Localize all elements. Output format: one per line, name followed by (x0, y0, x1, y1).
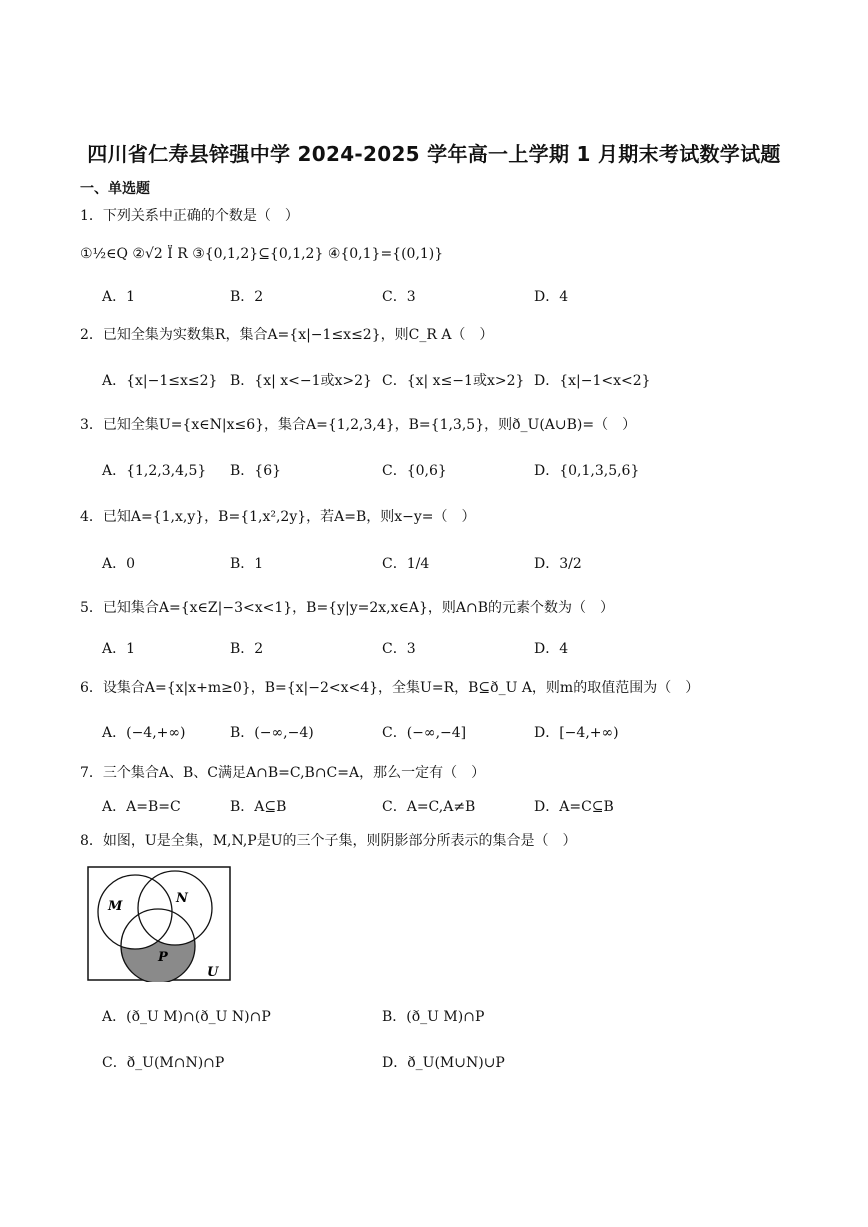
q2-option-d: D．{x|−1<x<2} (534, 373, 651, 389)
q7-option-c: C．A=C,A≠B (382, 799, 476, 815)
q1-option-a: A．1 (102, 289, 136, 305)
q2-option-c: C．{x| x≤−1或x>2} (382, 373, 525, 389)
page-title: 四川省仁寿县锌强中学 2024-2025 学年高一上学期 1 月期末考试数学试题 (87, 142, 781, 166)
label-u: U (207, 965, 219, 980)
q1-option-d: D．4 (534, 289, 569, 305)
q3-option-c: C．{0,6} (382, 463, 447, 479)
q7-option-b: B．A⊆B (230, 799, 287, 815)
question-1-stem: 1．下列关系中正确的个数是（ ） (80, 208, 299, 224)
q8-option-b: B．(ð_U M)∩P (382, 1009, 485, 1025)
venn-diagram (87, 866, 231, 982)
q2-option-a: A．{x|−1≤x≤2} (102, 373, 218, 389)
q8-option-d: D．ð_U(M∪N)∪P (382, 1055, 505, 1071)
label-p: P (158, 950, 168, 965)
q5-option-d: D．4 (534, 641, 569, 657)
q6-option-b: B．(−∞,−4) (230, 725, 314, 741)
q5-option-c: C．3 (382, 641, 416, 657)
q6-option-c: C．(−∞,−4] (382, 725, 467, 741)
q3-option-a: A．{1,2,3,4,5} (102, 463, 207, 479)
q5-option-b: B．2 (230, 641, 264, 657)
q7-option-a: A．A=B=C (102, 799, 181, 815)
label-n: N (176, 891, 188, 906)
q5-option-a: A．1 (102, 641, 136, 657)
q4-option-a: A．0 (102, 556, 136, 572)
q4-option-c: C．1/4 (382, 556, 430, 572)
q1-option-c: C．3 (382, 289, 416, 305)
q3-option-b: B．{6} (230, 463, 282, 479)
q1-option-b: B．2 (230, 289, 264, 305)
question-6-stem: 6．设集合A={x|x+m≥0}，B={x|−2<x<4}，全集U=R，B⊆ð_U A，则m的取值范围为（ ） (80, 680, 700, 696)
question-8-stem: 8．如图，U是全集，M,N,P是U的三个子集，则阴影部分所表示的集合是（ ） (80, 833, 577, 849)
q4-option-b: B．1 (230, 556, 264, 572)
q6-option-d: D．[−4,+∞) (534, 725, 619, 741)
question-5-stem: 5．已知集合A={x∈Z|−3<x<1}，B={y|y=2x,x∈A}，则A∩B的元素个数为（ ） (80, 600, 615, 616)
q3-option-d: D．{0,1,3,5,6} (534, 463, 640, 479)
question-3-stem: 3．已知全集U={x∈N|x≤6}，集合A={1,2,3,4}，B={1,3,5}，则ð_U(A∪B)=（ ） (80, 417, 637, 433)
question-1-statements: ①½∈Q ②√2 Ï R ③{0,1,2}⊆{0,1,2} ④{0,1}={(0,1)} (80, 246, 444, 262)
q2-option-b: B．{x| x<−1或x>2} (230, 373, 372, 389)
section-heading: 一、单选题 (80, 181, 150, 197)
q4-option-d: D．3/2 (534, 556, 582, 572)
q8-option-c: C．ð_U(M∩N)∩P (102, 1055, 225, 1071)
question-7-stem: 7．三个集合A、B、C满足A∩B=C,B∩C=A，那么一定有（ ） (80, 765, 486, 781)
q8-option-a: A．(ð_U M)∩(ð_U N)∩P (102, 1009, 271, 1025)
q7-option-d: D．A=C⊆B (534, 799, 614, 815)
question-2-stem: 2．已知全集为实数集R，集合A={x|−1≤x≤2}，则C_R A（ ） (80, 327, 494, 343)
question-4-stem: 4．已知A={1,x,y}，B={1,x²,2y}，若A=B，则x−y=（ ） (80, 509, 476, 525)
q6-option-a: A．(−4,+∞) (102, 725, 186, 741)
label-m: M (108, 899, 123, 914)
